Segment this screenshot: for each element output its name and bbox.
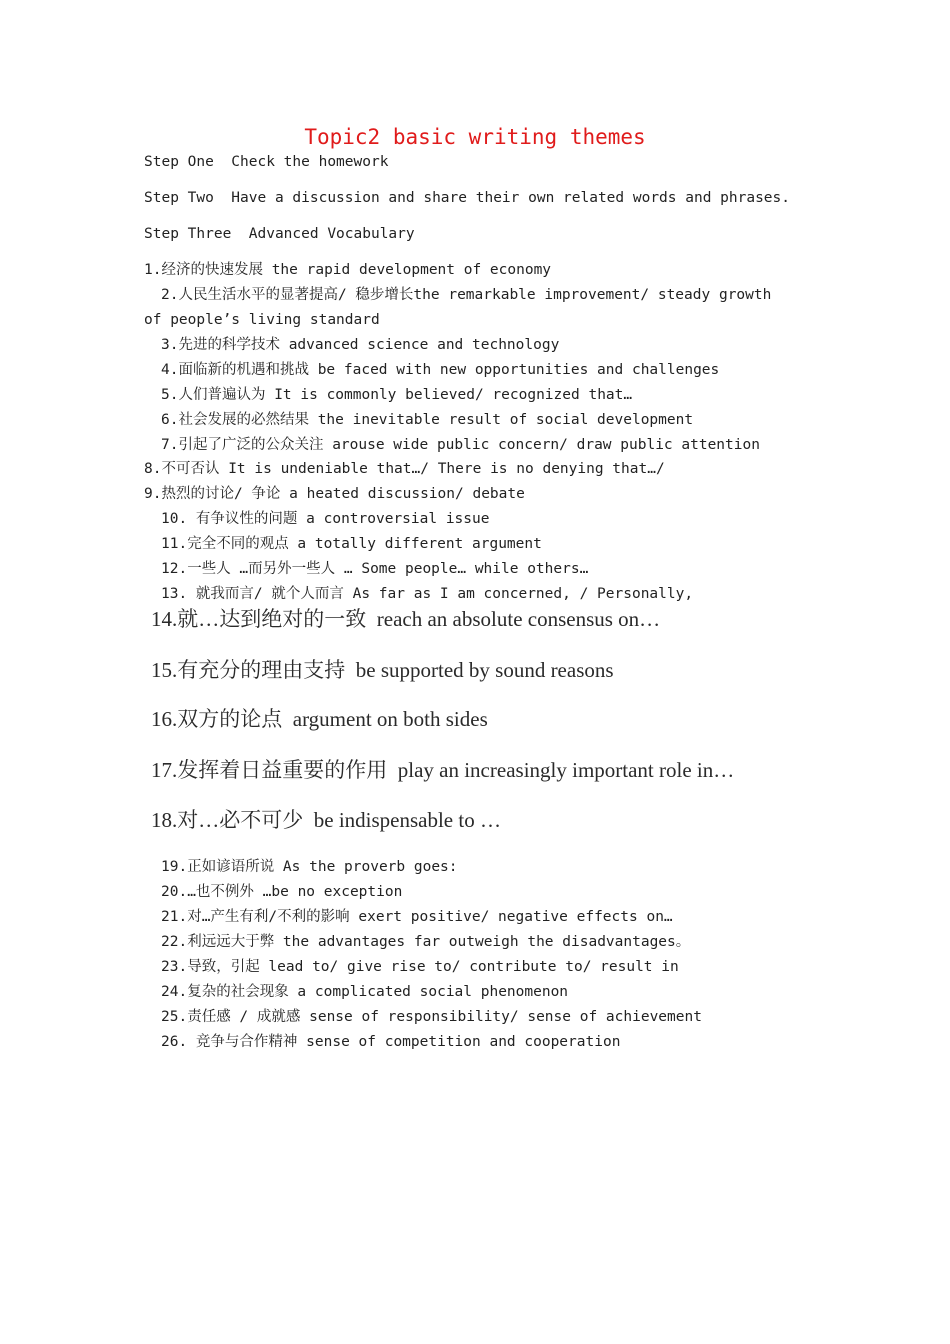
vocab-item: 9.热烈的讨论/ 争论 a heated discussion/ debate	[144, 486, 525, 502]
step-one: Step One Check the homework	[144, 154, 389, 170]
vocab-item: 23.导致，引起 lead to/ give rise to/ contribute to/ result in	[161, 959, 679, 975]
vocab-item: 20.…也不例外 …be no exception	[161, 884, 403, 900]
vocab-item-large: 15.有充分的理由支持 be supported by sound reasons	[151, 658, 614, 682]
vocab-item-large: 18.对…必不可少 be indispensable to …	[151, 808, 501, 832]
vocab-item-large: 14.就…达到绝对的一致 reach an absolute consensus on…	[151, 607, 661, 631]
vocab-item: 2.人民生活水平的显著提高/ 稳步增长the remarkable improvement/ steady growth	[161, 287, 772, 303]
vocab-item-large: 16.双方的论点 argument on both sides	[151, 707, 488, 731]
vocab-item: 11.完全不同的观点 a totally different argument	[161, 536, 542, 552]
vocab-item: 7.引起了广泛的公众关注 arouse wide public concern/ draw public attention	[161, 437, 760, 453]
page-title: Topic2 basic writing themes	[304, 125, 646, 149]
vocab-item: 19.正如谚语所说 As the proverb goes:	[161, 859, 458, 875]
vocab-item: 26. 竞争与合作精神 sense of competition and cooperation	[161, 1034, 621, 1050]
vocab-item: 21.对…产生有利/不利的影响 exert positive/ negative effects on…	[161, 909, 673, 925]
vocab-item-large: 17.发挥着日益重要的作用 play an increasingly important role in…	[151, 758, 735, 782]
vocab-item: 24.复杂的社会现象 a complicated social phenomenon	[161, 984, 569, 1000]
vocab-item: 1.经济的快速发展 the rapid development of economy	[144, 262, 552, 278]
vocab-item: 3.先进的科学技术 advanced science and technology	[161, 337, 560, 353]
vocab-item-continuation: of people’s living standard	[144, 312, 380, 328]
vocab-item: 5.人们普遍认为 It is commonly believed/ recognized that…	[161, 387, 633, 403]
step-three: Step Three Advanced Vocabulary	[144, 226, 415, 242]
vocab-item: 10. 有争议性的问题 a controversial issue	[161, 511, 490, 527]
vocab-item: 12.一些人 …而另外一些人 … Some people… while others…	[161, 561, 589, 577]
vocab-item: 6.社会发展的必然结果 the inevitable result of social development	[161, 412, 694, 428]
vocab-item: 8.不可否认 It is undeniable that…/ There is no denying that…/	[144, 461, 665, 477]
vocab-item: 13. 就我而言/ 就个人而言 As far as I am concerned, / Personally,	[161, 586, 694, 602]
vocab-item: 25.责任感 / 成就感 sense of responsibility/ sense of achievement	[161, 1009, 702, 1025]
vocab-item: 4.面临新的机遇和挑战 be faced with new opportunities and challenges	[161, 362, 720, 378]
vocab-item: 22.利远远大于弊 the advantages far outweigh the disadvantages。	[161, 934, 691, 950]
step-two: Step Two Have a discussion and share their own related words and phrases.	[144, 190, 791, 206]
